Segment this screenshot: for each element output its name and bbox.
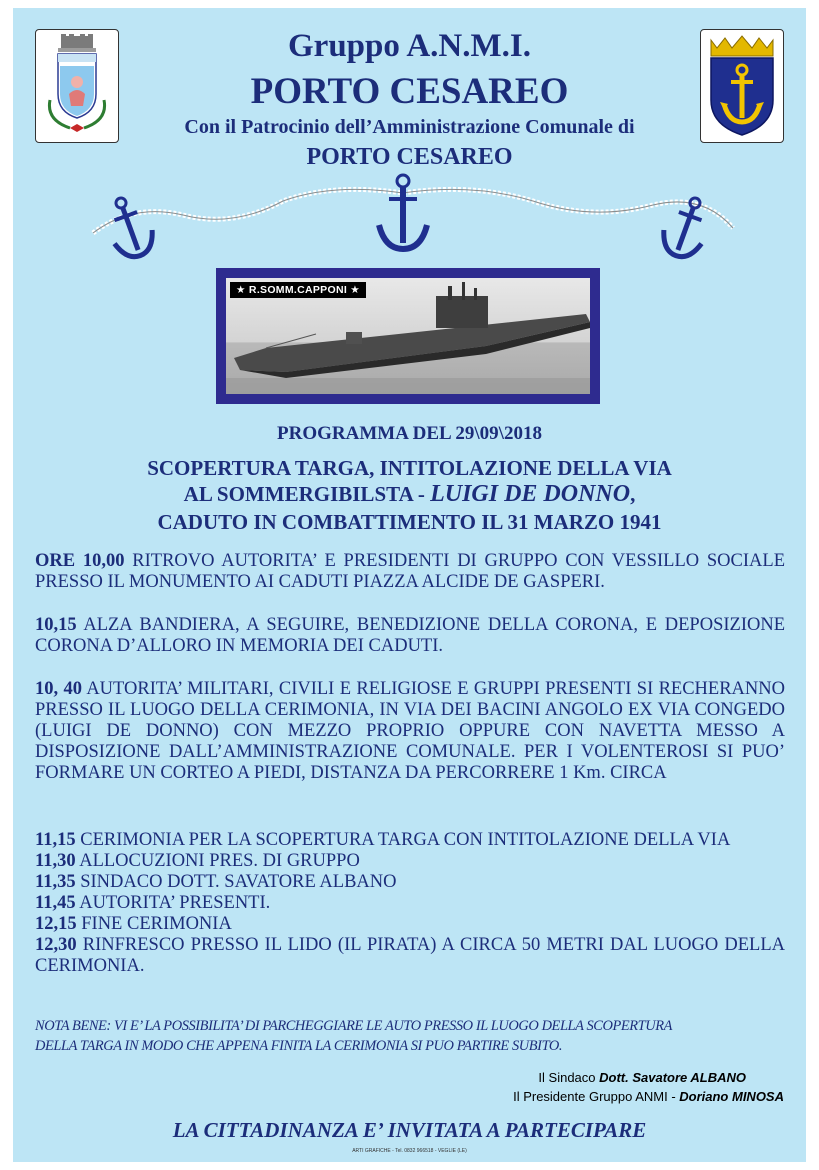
schedule-text: ALLOCUZIONI PRES. DI GRUPPO (75, 851, 360, 871)
time-label: 11,30 (35, 851, 76, 871)
mayor-name: Dott. Savatore ALBANO (599, 1070, 746, 1085)
schedule-text: RINFRESCO PRESSO IL LIDO (IL PIRATA) A CIRCA 50 METRI DAL LUOGO DELLA CERIMONIA. (35, 935, 785, 976)
schedule-text: ALZA BANDIERA, A SEGUIRE, BENEDIZIONE DELLA CORONA, E DEPOSIZIONE CORONA D’ALLORO IN MEMORIA DEI CADUTI. (35, 615, 785, 656)
time-label: 11,45 (35, 893, 76, 913)
time-label: 12,15 (35, 914, 77, 934)
submarine-photo-frame (216, 268, 600, 404)
photo-caption: ★ R.SOMM.CAPPONI ★ (230, 282, 366, 298)
programme-date: PROGRAMMA DEL 29\09\2018 (277, 423, 542, 444)
schedule-text: AUTORITA’ MILITARI, CIVILI E RELIGIOSE E GRUPPI PRESENTI SI RECHERANNO PRESSO IL LUOGO DELLA CERIMONIA, IN VIA DEI BACINI ANGOLO EX VIA CONGEDO (LUIGI DE DONNO) CON MEZZO PROPRIO OPPURE CON NAVETTA MESSO A DISPOSIZIONE DALL’AMMINISTRAZIONE COMUNALE. PER I VOLENTEROSI SI PUO’ FORMARE UN CORTEO A PIEDI, DISTANZA DA PERCORRERE 1 Km. CIRCA (35, 679, 785, 783)
president-role: Il Presidente Gruppo ANMI - (513, 1089, 680, 1104)
event-line3: CADUTO IN COMBATTIMENTO IL 31 MARZO 1941 (157, 510, 662, 534)
time-label: 10, 40 (35, 679, 82, 699)
event-line1: SCOPERTURA TARGA, INTITOLAZIONE DELLA VIA (147, 456, 672, 480)
schedule-list (35, 830, 785, 977)
time-label: 12,30 (35, 935, 77, 955)
anchor-icon-center (379, 175, 427, 249)
event-line2-prefix: AL SOMMERGIBILSTA - (183, 482, 431, 506)
schedule-text: RITROVO AUTORITA’ E PRESIDENTI DI GRUPPO CON VESSILLO SOCIALE PRESSO IL MONUMENTO AI CADUTI PIAZZA ALCIDE DE GASPERI. (35, 551, 785, 592)
header-line1: Gruppo A.N.M.I. (288, 28, 531, 64)
rope-anchor-decoration (73, 173, 753, 273)
header-line4: PORTO CESAREO (306, 144, 513, 170)
header-line2: PORTO CESAREO (250, 71, 569, 112)
schedule-item (35, 872, 785, 893)
time-label: 10,15 (35, 615, 77, 635)
submarine-photo (226, 278, 590, 394)
event-line2 (13, 482, 806, 507)
schedule-text: AUTORITA’ PRESENTI. (75, 893, 271, 913)
time-label: 11,15 (35, 830, 76, 850)
note (35, 1016, 795, 1056)
schedule-item (35, 830, 785, 851)
note-line2: DELLA TARGA IN MODO CHE APPENA FINITA LA CERIMONIA SI PUO PARTIRE SUBITO. (35, 1038, 563, 1054)
schedule-text: CERIMONIA PER LA SCOPERTURA TARGA CON INTITOLAZIONE DELLA VIA (75, 830, 731, 850)
signature-mayor (538, 1069, 746, 1087)
president-name: Doriano MINOSA (679, 1089, 784, 1104)
schedule-item (35, 851, 785, 872)
poster (13, 8, 806, 1162)
schedule-item (35, 893, 785, 914)
invitation-banner: LA CITTADINANZA E’ INVITATA A PARTECIPARE (172, 1118, 647, 1142)
anchor-icon-left (100, 191, 158, 262)
schedule-paragraph-2 (35, 615, 785, 657)
time-label: 11,35 (35, 872, 76, 892)
schedule-paragraph-1 (35, 551, 785, 593)
schedule-item (35, 935, 785, 977)
schedule-text: SINDACO DOTT. SAVATORE ALBANO (75, 872, 397, 892)
printer-credit: ARTI GRAFICHE - Tel. 0832 966518 - VEGLIE (LE) (352, 1148, 467, 1154)
honoree-name: LUIGI DE DONNO (430, 481, 631, 507)
signature-president (513, 1088, 784, 1106)
mayor-role: Il Sindaco (538, 1070, 600, 1085)
header-line3: Con il Patrocinio dell’Amministrazione Comunale di (184, 116, 635, 138)
event-line2-suffix: , (630, 482, 636, 506)
schedule-text: FINE CERIMONIA (76, 914, 232, 934)
note-line1: NOTA BENE: VI E’ LA POSSIBILITA’ DI PARCHEGGIARE LE AUTO PRESSO IL LUOGO DELLA SCOPERTURA (35, 1018, 673, 1034)
time-label: ORE 10,00 (35, 551, 125, 571)
schedule-paragraph-3 (35, 679, 785, 784)
schedule-item (35, 914, 785, 935)
